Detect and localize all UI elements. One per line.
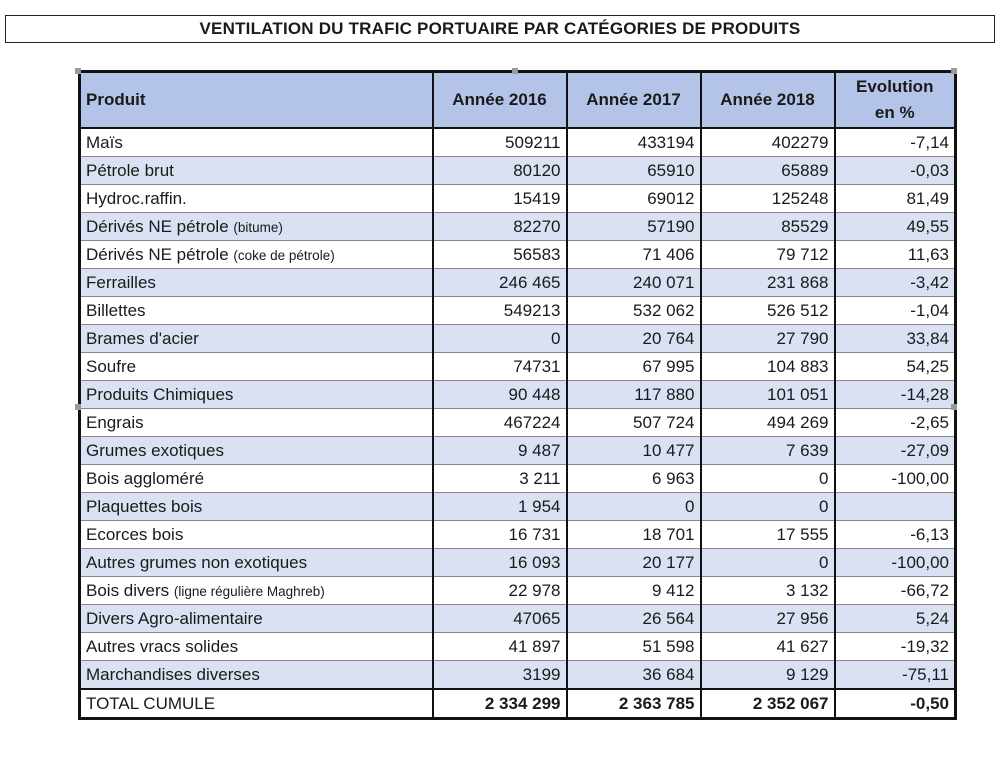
value-cell-2018: 65889 (701, 157, 835, 185)
product-name: Autres vracs solides (86, 636, 239, 656)
value-cell-2016: 41 897 (433, 633, 567, 661)
value-cell-2017: 20 177 (567, 549, 701, 577)
evolution-cell: -14,28 (835, 381, 956, 409)
evolution-cell: -75,11 (835, 661, 956, 690)
evolution-cell: 11,63 (835, 241, 956, 269)
value-cell-2017: 9 412 (567, 577, 701, 605)
value-cell-2017: 117 880 (567, 381, 701, 409)
value-cell-2017: 69012 (567, 185, 701, 213)
evolution-cell: -100,00 (835, 549, 956, 577)
table-row (80, 633, 956, 661)
table-row (80, 493, 956, 521)
evolution-cell: -100,00 (835, 465, 956, 493)
value-cell-2018: 27 790 (701, 325, 835, 353)
value-cell-2016: 3199 (433, 661, 567, 690)
evolution-cell: 5,24 (835, 605, 956, 633)
value-cell-2016: 15419 (433, 185, 567, 213)
table-row (80, 157, 956, 185)
product-name-cell (80, 577, 433, 605)
header-evolution (835, 72, 956, 129)
value-cell-2018: 104 883 (701, 353, 835, 381)
product-note: (bitume) (233, 219, 283, 235)
product-name: Pétrole brut (86, 160, 174, 180)
value-cell-2018: 101 051 (701, 381, 835, 409)
evolution-cell: -7,14 (835, 128, 956, 157)
value-cell-2017: 26 564 (567, 605, 701, 633)
table-row (80, 353, 956, 381)
product-name: Engrais (86, 412, 144, 432)
traffic-table-container (78, 70, 954, 720)
evolution-cell: -3,42 (835, 269, 956, 297)
value-cell-2018: 0 (701, 549, 835, 577)
value-cell-2016: 0 (433, 325, 567, 353)
value-cell-2016: 549213 (433, 297, 567, 325)
value-cell-2017: 20 764 (567, 325, 701, 353)
evolution-cell: -66,72 (835, 577, 956, 605)
product-note: (ligne régulière Maghreb) (173, 583, 325, 599)
table-row (80, 325, 956, 353)
product-name-cell (80, 409, 433, 437)
product-name-cell (80, 325, 433, 353)
total-evolution: -0,50 (835, 689, 956, 719)
table-row (80, 241, 956, 269)
value-cell-2018: 41 627 (701, 633, 835, 661)
product-note: (coke de pétrole) (233, 247, 335, 263)
value-cell-2018: 125248 (701, 185, 835, 213)
value-cell-2016: 467224 (433, 409, 567, 437)
header-produit: Produit (80, 72, 433, 129)
document-title (5, 15, 995, 43)
product-name-cell (80, 633, 433, 661)
header-evolution-line2: en % (874, 103, 915, 122)
table-row (80, 549, 956, 577)
value-cell-2017: 67 995 (567, 353, 701, 381)
value-cell-2016: 246 465 (433, 269, 567, 297)
product-name: Bois divers (86, 580, 174, 600)
value-cell-2017: 0 (567, 493, 701, 521)
value-cell-2017: 65910 (567, 157, 701, 185)
header-year-2018: Année 2018 (701, 72, 835, 129)
product-name-cell (80, 297, 433, 325)
product-name-cell (80, 213, 433, 241)
product-name: Soufre (86, 356, 137, 376)
table-row (80, 521, 956, 549)
evolution-cell: -0,03 (835, 157, 956, 185)
evolution-cell: -2,65 (835, 409, 956, 437)
product-name-cell (80, 381, 433, 409)
selection-handle-top (512, 68, 518, 74)
value-cell-2016: 80120 (433, 157, 567, 185)
product-name-cell (80, 128, 433, 157)
product-name: Dérivés NE pétrole (86, 216, 234, 236)
value-cell-2017: 240 071 (567, 269, 701, 297)
product-name-cell (80, 157, 433, 185)
value-cell-2016: 3 211 (433, 465, 567, 493)
value-cell-2017: 36 684 (567, 661, 701, 690)
document-title-text: VENTILATION DU TRAFIC PORTUAIRE PAR CATÉGORIES DE PRODUITS (199, 19, 801, 38)
product-name: Marchandises diverses (86, 664, 260, 684)
total-value-2017: 2 363 785 (567, 689, 701, 719)
total-row (80, 689, 956, 719)
value-cell-2018: 526 512 (701, 297, 835, 325)
value-cell-2018: 0 (701, 465, 835, 493)
header-evolution-line1: Evolution (856, 77, 934, 96)
value-cell-2017: 18 701 (567, 521, 701, 549)
product-name: Maïs (86, 132, 123, 152)
total-label: TOTAL CUMULE (80, 689, 433, 719)
value-cell-2017: 57190 (567, 213, 701, 241)
value-cell-2018: 402279 (701, 128, 835, 157)
product-name-cell (80, 269, 433, 297)
value-cell-2016: 47065 (433, 605, 567, 633)
evolution-cell: 49,55 (835, 213, 956, 241)
value-cell-2016: 56583 (433, 241, 567, 269)
value-cell-2018: 7 639 (701, 437, 835, 465)
product-name-cell (80, 549, 433, 577)
evolution-cell: -19,32 (835, 633, 956, 661)
product-name: Ecorces bois (86, 524, 184, 544)
value-cell-2018: 79 712 (701, 241, 835, 269)
product-name: Dérivés NE pétrole (86, 244, 234, 264)
product-name-cell (80, 185, 433, 213)
value-cell-2017: 532 062 (567, 297, 701, 325)
value-cell-2018: 231 868 (701, 269, 835, 297)
value-cell-2017: 71 406 (567, 241, 701, 269)
product-name: Produits Chimiques (86, 384, 234, 404)
product-name-cell (80, 493, 433, 521)
table-row (80, 213, 956, 241)
header-year-2017: Année 2017 (567, 72, 701, 129)
traffic-table (78, 70, 957, 720)
table-row (80, 269, 956, 297)
value-cell-2016: 9 487 (433, 437, 567, 465)
selection-handle-top-left (75, 68, 81, 74)
selection-handle-right (951, 404, 957, 410)
product-name: Ferrailles (86, 272, 156, 292)
table-row (80, 577, 956, 605)
total-value-2018: 2 352 067 (701, 689, 835, 719)
value-cell-2016: 16 093 (433, 549, 567, 577)
table-row (80, 437, 956, 465)
evolution-cell: -6,13 (835, 521, 956, 549)
value-cell-2018: 85529 (701, 213, 835, 241)
evolution-cell (835, 493, 956, 521)
total-value-2016: 2 334 299 (433, 689, 567, 719)
value-cell-2017: 507 724 (567, 409, 701, 437)
product-name: Autres grumes non exotiques (86, 552, 308, 572)
evolution-cell: 54,25 (835, 353, 956, 381)
value-cell-2016: 1 954 (433, 493, 567, 521)
value-cell-2016: 90 448 (433, 381, 567, 409)
product-name-cell (80, 241, 433, 269)
product-name-cell (80, 661, 433, 690)
value-cell-2018: 0 (701, 493, 835, 521)
value-cell-2016: 16 731 (433, 521, 567, 549)
product-name-cell (80, 437, 433, 465)
header-year-2016: Année 2016 (433, 72, 567, 129)
evolution-cell: -1,04 (835, 297, 956, 325)
table-row (80, 128, 956, 157)
evolution-cell: 81,49 (835, 185, 956, 213)
table-row (80, 409, 956, 437)
table-body (80, 128, 956, 719)
table-row (80, 661, 956, 690)
product-name: Grumes exotiques (86, 440, 224, 460)
value-cell-2017: 6 963 (567, 465, 701, 493)
evolution-cell: 33,84 (835, 325, 956, 353)
table-row (80, 465, 956, 493)
selection-handle-left (75, 404, 81, 410)
product-name-cell (80, 521, 433, 549)
product-name: Brames d'acier (86, 328, 199, 348)
value-cell-2016: 22 978 (433, 577, 567, 605)
value-cell-2017: 433194 (567, 128, 701, 157)
product-name: Plaquettes bois (86, 496, 203, 516)
product-name-cell (80, 353, 433, 381)
value-cell-2018: 494 269 (701, 409, 835, 437)
evolution-cell: -27,09 (835, 437, 956, 465)
table-row (80, 185, 956, 213)
product-name: Billettes (86, 300, 146, 320)
value-cell-2016: 74731 (433, 353, 567, 381)
value-cell-2016: 82270 (433, 213, 567, 241)
table-row (80, 381, 956, 409)
product-name: Bois aggloméré (86, 468, 205, 488)
value-cell-2018: 27 956 (701, 605, 835, 633)
value-cell-2018: 9 129 (701, 661, 835, 690)
product-name-cell (80, 605, 433, 633)
table-row (80, 605, 956, 633)
table-row (80, 297, 956, 325)
product-name: Divers Agro-alimentaire (86, 608, 263, 628)
value-cell-2016: 509211 (433, 128, 567, 157)
product-name: Hydroc.raffin. (86, 188, 187, 208)
product-name-cell (80, 465, 433, 493)
table-header-row (80, 72, 956, 129)
value-cell-2017: 10 477 (567, 437, 701, 465)
value-cell-2018: 3 132 (701, 577, 835, 605)
value-cell-2017: 51 598 (567, 633, 701, 661)
selection-handle-top-right (951, 68, 957, 74)
value-cell-2018: 17 555 (701, 521, 835, 549)
